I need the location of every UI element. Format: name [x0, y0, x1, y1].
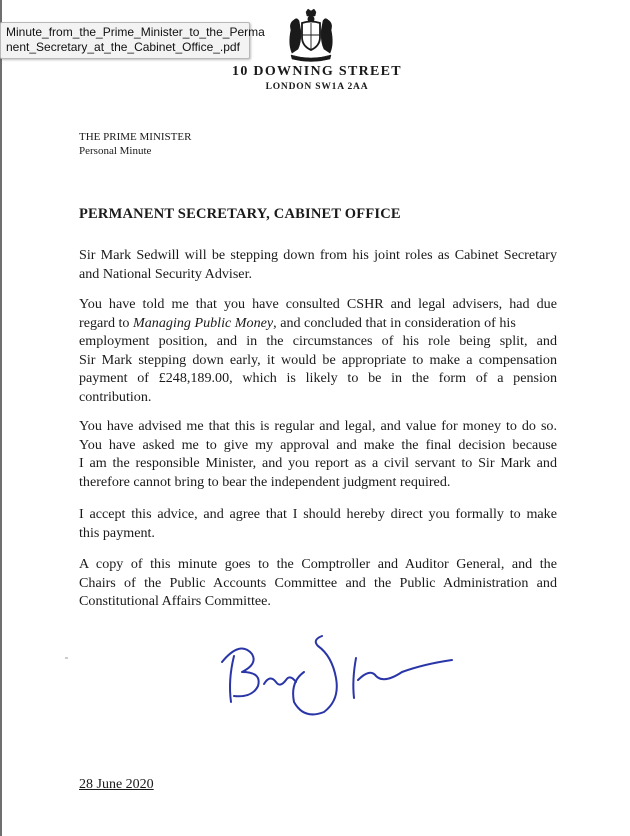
tooltip-line: nent_Secretary_at_the_Cabinet_Office_.pdf	[6, 40, 240, 54]
text-line	[79, 314, 557, 333]
tooltip-line: Minute_from_the_Prime_Minister_to_the_Perma	[6, 25, 265, 39]
paragraph-5	[79, 555, 557, 611]
paragraph-2	[79, 295, 557, 406]
text-fragment: , and concluded that in consideration of his	[273, 314, 516, 331]
paragraph-1	[79, 246, 557, 283]
sender-title: THE PRIME MINISTER	[79, 131, 192, 143]
memo-heading: PERMANENT SECRETARY, CABINET OFFICE	[79, 206, 401, 222]
sender-subtitle: Personal Minute	[79, 145, 152, 157]
text-fragment: regard to	[79, 314, 134, 331]
paragraph-4	[79, 505, 557, 542]
letterhead-address	[222, 63, 412, 93]
text-line: You have asked me to give my approval and make the final decision because	[79, 436, 557, 453]
emphasis-text: Managing Public Money	[133, 314, 274, 331]
text-line: payment of £248,189.00, which is likely to be in the form of a pension	[79, 370, 557, 386]
text-line: contribution.	[79, 388, 152, 405]
text-line: Sir Mark stepping down early, it would be appropriate to make a compensation	[79, 351, 557, 368]
royal-coat-of-arms-icon	[283, 8, 339, 64]
text-line: and National Security Adviser.	[79, 265, 253, 282]
text-line: Sir Mark Sedwill will be stepping down from his joint roles as Cabinet Secretary	[79, 247, 557, 263]
scan-speck	[65, 657, 68, 659]
text-line: A copy of this minute goes to the Comptroller and Auditor General, and the	[79, 556, 557, 572]
city-postcode: LONDON SW1A 2AA	[265, 82, 369, 92]
text-line: I accept this advice, and agree that I should hereby direct you formally to make	[79, 506, 557, 522]
street-address: 10 DOWNING STREET	[232, 64, 402, 79]
text-line: I am the responsible Minister, and you report as a civil servant to Sir Mark and	[79, 455, 557, 471]
text-line: You have told me that you have consulted CSHR and legal advisers, had due	[79, 296, 557, 312]
handwritten-signature	[212, 628, 457, 728]
text-line: Constitutional Affairs Committee.	[79, 593, 271, 609]
paragraph-3	[79, 417, 557, 491]
filename-tooltip	[0, 22, 265, 59]
sender-block	[79, 130, 191, 158]
text-line: employment position, and in the circumstances of his role being split, and	[79, 333, 557, 349]
text-line: Chairs of the Public Accounts Committee and the Public Administration and	[79, 574, 557, 591]
letter-date: 28 June 2020	[79, 777, 154, 792]
text-line: this payment.	[79, 524, 155, 541]
text-line: therefore cannot bring to bear the independent judgment required.	[79, 473, 451, 490]
page-edge	[0, 0, 2, 836]
text-line: You have advised me that this is regular and legal, and value for money to do so.	[79, 418, 557, 434]
